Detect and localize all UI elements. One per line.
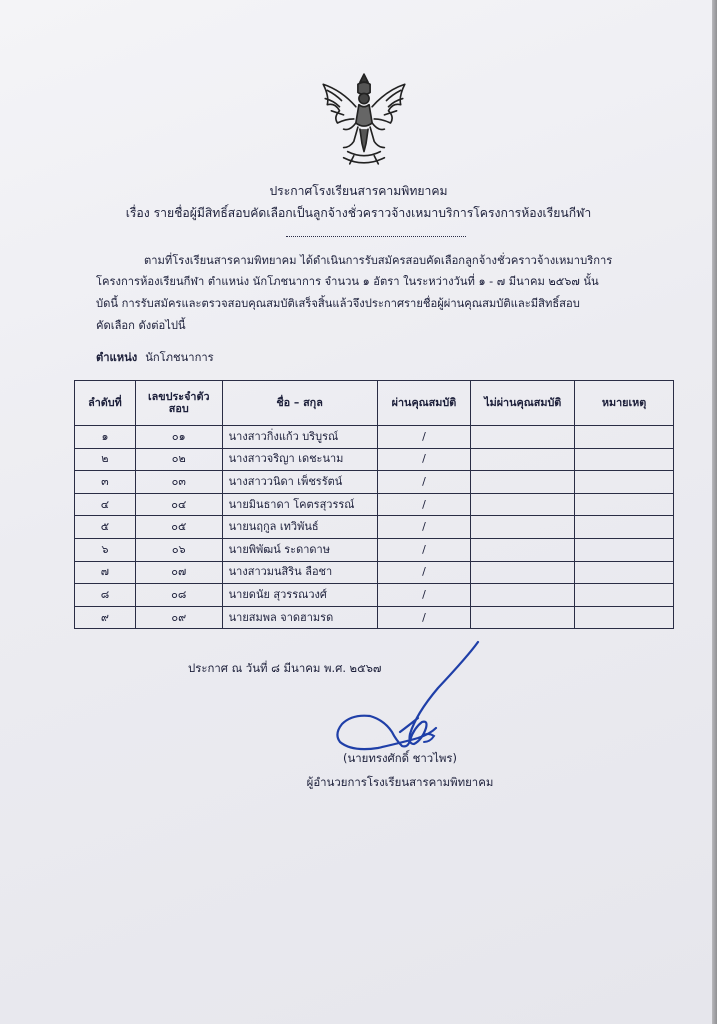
cell-note xyxy=(575,448,674,471)
cell-name: นายมินธาดา โคตรสุวรรณ์ xyxy=(222,493,377,516)
signer-title: ผู้อำนวยการโรงเรียนสารคามพิทยาคม xyxy=(306,775,494,789)
cell-note xyxy=(575,471,674,494)
cell-pass: / xyxy=(377,584,471,607)
cell-pass: / xyxy=(377,493,471,516)
cell-pass: / xyxy=(377,538,471,561)
col-note-header: หมายเหตุ xyxy=(575,381,674,426)
cell-exam-no: ๐๙ xyxy=(135,606,222,629)
table-row xyxy=(75,584,674,607)
cell-pass: / xyxy=(377,448,471,471)
cell-note xyxy=(575,538,674,561)
cell-pass: / xyxy=(377,471,471,494)
cell-name: นายดนัย สุวรรณวงศ์ xyxy=(222,584,377,607)
cell-exam-no: ๐๗ xyxy=(135,561,222,584)
cell-exam-no: ๐๕ xyxy=(135,516,222,539)
cell-fail xyxy=(471,493,575,516)
table-row xyxy=(75,426,674,449)
table-row xyxy=(75,471,674,494)
announce-date: ประกาศ ณ วันที่ ๘ มีนาคม พ.ศ. ๒๕๖๗ xyxy=(188,661,382,675)
cell-order: ๒ xyxy=(75,448,136,471)
cell-pass: / xyxy=(377,516,471,539)
cell-note xyxy=(575,516,674,539)
cell-name: นางสาววนิดา เพ็ชรรัตน์ xyxy=(222,471,377,494)
position-value: นักโภชนาการ xyxy=(145,351,214,364)
divider xyxy=(286,236,466,237)
cell-note xyxy=(575,426,674,449)
cell-order: ๕ xyxy=(75,516,136,539)
col-exam-no-header-line1: เลขประจำตัว xyxy=(147,390,210,404)
cell-name: นางสาวกิ่งแก้ว บริบูรณ์ xyxy=(222,426,377,449)
cell-name: นายพิพัฒน์ ระดาดาษ xyxy=(222,538,377,561)
cell-fail xyxy=(471,448,575,471)
position-label: ตำแหน่ง xyxy=(96,351,138,364)
cell-exam-no: ๐๘ xyxy=(135,584,222,607)
cell-fail xyxy=(471,538,575,561)
col-fail-header: ไม่ผ่านคุณสมบัติ xyxy=(471,381,575,426)
cell-exam-no: ๐๖ xyxy=(135,538,222,561)
cell-name: นางสาวมนสิริน ลือชา xyxy=(222,561,377,584)
cell-order: ๖ xyxy=(75,538,136,561)
cell-note xyxy=(575,606,674,629)
cell-exam-no: ๐๓ xyxy=(135,471,222,494)
body-line-3: บัดนี้ การรับสมัครและตรวจสอบคุณสมบัติเสร็จสิ้นแล้วจึงประกาศรายชื่อผู้ผ่านคุณสมบัติและมีสิทธิ์สอบ xyxy=(96,297,580,310)
table-row xyxy=(75,493,674,516)
cell-fail xyxy=(471,471,575,494)
document-title: ประกาศโรงเรียนสารคามพิทยาคม xyxy=(269,184,448,198)
col-exam-no-header xyxy=(135,381,222,426)
cell-order: ๔ xyxy=(75,493,136,516)
col-pass-header: ผ่านคุณสมบัติ xyxy=(377,381,471,426)
table-row xyxy=(75,448,674,471)
cell-pass: / xyxy=(377,426,471,449)
cell-order: ๘ xyxy=(75,584,136,607)
cell-order: ๑ xyxy=(75,426,136,449)
cell-order: ๙ xyxy=(75,606,136,629)
garuda-emblem-icon xyxy=(313,70,415,172)
table-row xyxy=(75,516,674,539)
cell-fail xyxy=(471,561,575,584)
body-line-1: ตามที่โรงเรียนสารคามพิทยาคม ได้ดำเนินการรับสมัครสอบคัดเลือกลูกจ้างชั่วคราวจ้างเหมาบริการ xyxy=(144,254,613,267)
signer-name: (นายทรงศักดิ์ ชาวไพร) xyxy=(343,751,457,765)
cell-order: ๗ xyxy=(75,561,136,584)
cell-pass: / xyxy=(377,606,471,629)
body-line-2: โครงการห้องเรียนกีฬา ตำแหน่ง นักโภชนาการ จำนวน ๑ อัตรา ในระหว่างวันที่ ๑ - ๗ มีนาคม ๒๕๖๗ นั้น xyxy=(96,275,599,288)
handwritten-signature xyxy=(318,636,488,766)
position-line xyxy=(96,348,214,366)
page-edge xyxy=(712,0,717,1024)
cell-name: นายสมพล จาดฮามรด xyxy=(222,606,377,629)
cell-exam-no: ๐๒ xyxy=(135,448,222,471)
table-row xyxy=(75,606,674,629)
cell-note xyxy=(575,584,674,607)
col-order-header: ลำดับที่ xyxy=(75,381,136,426)
candidate-table xyxy=(74,380,674,629)
table-row xyxy=(75,538,674,561)
cell-fail xyxy=(471,516,575,539)
cell-exam-no: ๐๔ xyxy=(135,493,222,516)
col-name-header: ชื่อ – สกุล xyxy=(222,381,377,426)
cell-pass: / xyxy=(377,561,471,584)
table-row xyxy=(75,561,674,584)
cell-order: ๓ xyxy=(75,471,136,494)
cell-fail xyxy=(471,606,575,629)
cell-fail xyxy=(471,426,575,449)
cell-name: นายนฤกูล เทวิพันธ์ xyxy=(222,516,377,539)
cell-note xyxy=(575,561,674,584)
cell-name: นางสาวจริญา เดชะนาม xyxy=(222,448,377,471)
body-line-4: คัดเลือก ดังต่อไปนี้ xyxy=(96,319,186,332)
table-header-row xyxy=(75,381,674,426)
col-exam-no-header-line2: สอบ xyxy=(168,402,189,415)
document-subject: เรื่อง รายชื่อผู้มีสิทธิ์สอบคัดเลือกเป็นลูกจ้างชั่วคราวจ้างเหมาบริการโครงการห้องเรียนกีฬา xyxy=(125,206,592,220)
cell-fail xyxy=(471,584,575,607)
cell-exam-no: ๐๑ xyxy=(135,426,222,449)
cell-note xyxy=(575,493,674,516)
